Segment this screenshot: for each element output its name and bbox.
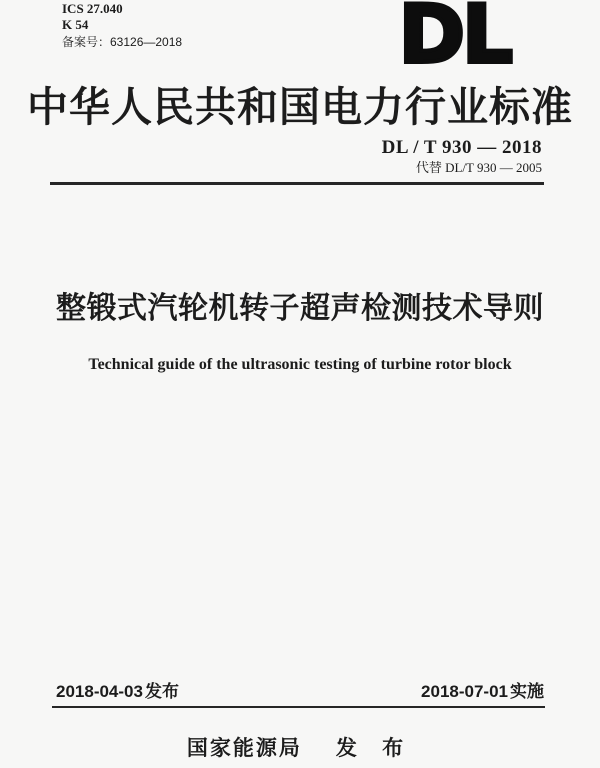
implementation-date: 2018-07-01 xyxy=(421,682,508,701)
standard-number-block xyxy=(382,137,542,176)
document-title-zh: 整锻式汽轮机转子超声检测技术导则 xyxy=(56,292,544,325)
standard-heading: 中华人民共和国电力行业标准 xyxy=(27,84,573,130)
standard-number: DL / T 930 — 2018 xyxy=(381,137,542,158)
ics-code: ICS 27.040 xyxy=(62,1,123,16)
implementation-label: 实施 xyxy=(510,682,544,701)
top-divider xyxy=(50,182,544,185)
issue-label: 发布 xyxy=(144,682,179,701)
replaces-note: 代替 DL/T 930 — 2005 xyxy=(415,160,542,175)
record-number: 备案号：63126—2018 xyxy=(62,35,183,49)
publisher-name: 国家能源局 xyxy=(186,736,302,760)
header-codes xyxy=(62,1,182,50)
bottom-divider xyxy=(52,706,545,708)
issue-date-cell xyxy=(55,682,180,702)
classification-code: K 54 xyxy=(62,17,89,32)
dl-logo: DL xyxy=(398,0,510,81)
publish-label: 发 布 xyxy=(335,736,414,760)
implementation-date-cell xyxy=(420,682,545,702)
publisher-row xyxy=(0,735,600,761)
document-title-en: Technical guide of the ultrasonic testing of turbine rotor block xyxy=(88,356,512,373)
issue-date: 2018-04-03 xyxy=(56,682,143,701)
dates-row xyxy=(55,682,545,702)
